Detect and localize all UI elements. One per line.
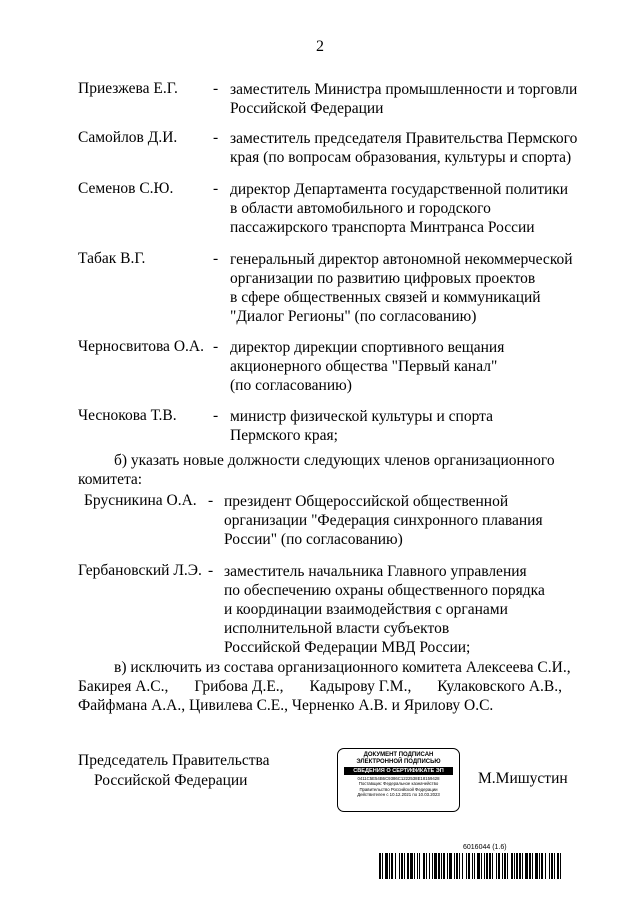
- stamp-validity: Действителен с 10.12.2021 по 10.03.2023: [357, 791, 440, 797]
- description-line: президент Общероссийской общественной: [224, 493, 509, 510]
- member-description: [224, 492, 543, 549]
- description-line: пассажирского транспорта Минтранса России: [230, 219, 535, 236]
- dash: -: [213, 129, 219, 146]
- member-description: [224, 562, 545, 657]
- description-line: в области автомобильного и городского: [230, 200, 491, 217]
- description-line: заместитель Министра промышленности и торговли: [230, 81, 578, 98]
- dash: -: [213, 250, 219, 267]
- member-name: Чеснокова Т.В.: [78, 407, 177, 424]
- member-description: [230, 407, 493, 445]
- stamp-certificate-bar: СВЕДЕНИЯ О СЕРТИФИКАТЕ ЭП: [344, 767, 453, 775]
- dash: -: [208, 492, 214, 509]
- description-line: края (по вопросам образования, культуры и спорта): [230, 149, 572, 166]
- description-line: заместитель председателя Правительства Пермского: [230, 130, 578, 147]
- signatory-position: [78, 751, 270, 791]
- description-line: "Диалог Регионы" (по согласованию): [230, 308, 477, 325]
- electronic-signature-stamp: [337, 748, 460, 812]
- description-line: Российской Федерации: [230, 100, 384, 117]
- stamp-issuer: Поставщик: Федеральное казначейство: [358, 781, 439, 787]
- dash: -: [213, 180, 219, 197]
- description-line: генеральный директор автономной некоммерческой: [230, 251, 573, 268]
- description-line: директор дирекции спортивного вещания: [230, 339, 505, 356]
- section-v-text: в) исключить из состава организационного комитета Алексеева С.И.,: [114, 659, 571, 676]
- signatory-name: М.Мишустин: [478, 770, 568, 787]
- member-description: [230, 129, 577, 167]
- description-line: министр физической культуры и спорта: [230, 408, 493, 425]
- description-line: (по согласованию): [230, 377, 352, 394]
- description-line: Пермского края;: [230, 427, 338, 444]
- excluded-member: Бакирея А.С.,: [78, 678, 169, 695]
- description-line: организации "Федерация синхронного плавания: [224, 512, 543, 529]
- page-number: 2: [316, 38, 324, 55]
- section-b-text: б) указать новые должности следующих членов организационного: [114, 452, 555, 469]
- member-name: Брусникина О.А.: [84, 492, 197, 509]
- section-v-text: Файфмана А.А., Цивилева С.Е., Черненко А.В. и Ярилову О.С.: [78, 697, 494, 714]
- barcode-number: 6016044 (1.6): [463, 844, 507, 851]
- excluded-member: Грибова Д.Е.,: [194, 678, 284, 695]
- stamp-issuer: Правительство Российской Федерации: [359, 786, 438, 792]
- section-b-text: комитета:: [78, 471, 143, 488]
- dash: -: [213, 80, 219, 97]
- member-name: Самойлов Д.И.: [78, 129, 178, 146]
- member-description: [230, 80, 577, 118]
- member-name: Черносвитова О.А.: [78, 338, 204, 355]
- stamp-title: ЭЛЕКТРОННОЙ ПОДПИСЬЮ: [356, 759, 441, 765]
- stamp-title: ДОКУМЕНТ ПОДПИСАН: [363, 752, 434, 758]
- member-name: Гербановский Л.Э.: [78, 562, 202, 579]
- stamp-serial: 0411C5E54B6C9386C1222538E18159428: [357, 776, 440, 781]
- description-line: организации по развитию цифровых проектов: [230, 270, 536, 287]
- description-line: в сфере общественных связей и коммуникаций: [230, 289, 541, 306]
- description-line: директор Департамента государственной политики: [230, 181, 569, 198]
- member-name: Семенов С.Ю.: [78, 180, 174, 197]
- excluded-member: Кулаковского А.В.,: [437, 678, 562, 695]
- dash: -: [213, 407, 219, 424]
- description-line: исполнительной власти субъектов: [224, 620, 450, 637]
- member-name: Приезжева Е.Г.: [78, 80, 178, 97]
- description-line: и координации взаимодействия с органами: [224, 601, 508, 618]
- dash: -: [213, 338, 219, 355]
- member-description: [230, 180, 568, 237]
- description-line: заместитель начальника Главного управления: [224, 563, 527, 580]
- barcode: [379, 853, 561, 879]
- description-line: Российской Федерации МВД России;: [224, 639, 471, 656]
- position-line: Российской Федерации: [94, 772, 248, 789]
- member-description: [230, 338, 504, 395]
- member-name: Табак В.Г.: [78, 250, 146, 267]
- description-line: России" (по согласованию): [224, 531, 403, 548]
- dash: -: [208, 562, 214, 579]
- excluded-member: Кадырову Г.М.,: [309, 678, 412, 695]
- section-v-justified-line: [78, 678, 562, 696]
- position-line: Председатель Правительства: [78, 752, 270, 769]
- description-line: по обеспечению охраны общественного порядка: [224, 582, 545, 599]
- member-description: [230, 250, 573, 326]
- description-line: акционерного общества "Первый канал": [230, 358, 498, 375]
